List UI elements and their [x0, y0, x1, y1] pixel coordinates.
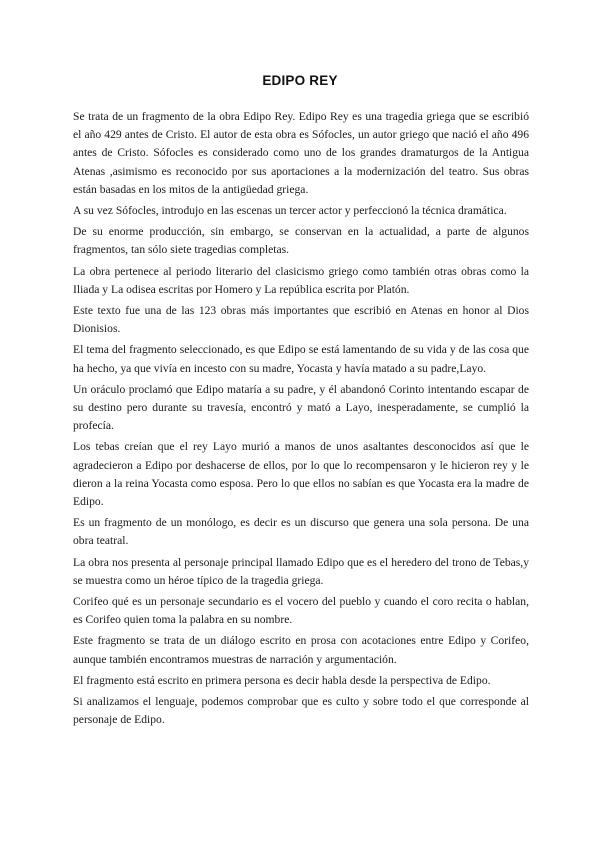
- paragraph: El fragmento está escrito en primera persona es decir habla desde la perspectiva de Edipo.: [73, 673, 491, 687]
- paragraph: Los tebas creían que el rey Layo murió a manos de unos asaltantes desconocidos así que le agradecieron a Edipo por deshacerse de ellos, por lo que lo recompensaron y le hicieron rey y le dieron a la reina Yocasta como esposa. Pero lo que ellos no sabían es que Yocasta era la madre de Edipo.: [73, 440, 529, 509]
- paragraph: A su vez Sófocles, introdujo en las escenas un tercer actor y perfeccionó la técnica dramática.: [73, 204, 507, 218]
- paragraph: Este texto fue una de las 123 obras más importantes que escribió en Atenas en honor al Dios Dionisios.: [73, 304, 529, 336]
- paragraph: Se trata de un fragmento de la obra Edipo Rey. Edipo Rey es una tragedia griega que se escribió el año 429 antes de Cristo. El autor de esta obra es Sófocles, un autor griego que nació el año 496 antes de Cristo. Sófocles es considerado como uno de los grandes dramaturgos de la Antigua Atenas ,asimismo es reconocido por sus aportaciones a la modernización del teatro. Sus obras están basadas en los mitos de la antigüedad griega.: [73, 110, 529, 196]
- document-title: EDIPO REY: [262, 73, 338, 88]
- paragraph: El tema del fragmento seleccionado, es que Edipo se está lamentando de su vida y de las cosa que ha hecho, ya que vivía en incesto con su madre, Yocasta y havía matado a su padre,Layo.: [73, 343, 529, 375]
- paragraph: Este fragmento se trata de un diálogo escrito en prosa con acotaciones entre Edipo y Corifeo, aunque también encontramos muestras de narración y argumentación.: [73, 634, 529, 666]
- paragraph: Es un fragmento de un monólogo, es decir es un discurso que genera una sola persona. De una obra teatral.: [73, 516, 529, 548]
- paragraph: Un oráculo proclamó que Edipo mataría a su padre, y él abandonó Corinto intentando escapar de su destino pero durante su travesía, encontró y mató a Layo, inesperadamente, se cumplió la profecía.: [73, 382, 529, 433]
- paragraph: Si analizamos el lenguaje, podemos comprobar que es culto y sobre todo el que corresponde al personaje de Edipo.: [73, 695, 529, 727]
- paragraph: Corifeo qué es un personaje secundario es el vocero del pueblo y cuando el coro recita o hablan, es Corifeo quien toma la palabra en su nombre.: [73, 595, 529, 627]
- document-body: [73, 108, 529, 733]
- paragraph: La obra nos presenta al personaje principal llamado Edipo que es el heredero del trono de Tebas,y se muestra como un héroe típico de la tragedia griega.: [73, 555, 529, 587]
- paragraph: La obra pertenece al periodo literario del clasicismo griego como también otras obras como la Iliada y La odisea escritas por Homero y La república escrita por Platón.: [73, 264, 529, 296]
- paragraph: De su enorme producción, sin embargo, se conservan en la actualidad, a parte de algunos fragmentos, tan sólo siete tragedias completas.: [73, 225, 529, 257]
